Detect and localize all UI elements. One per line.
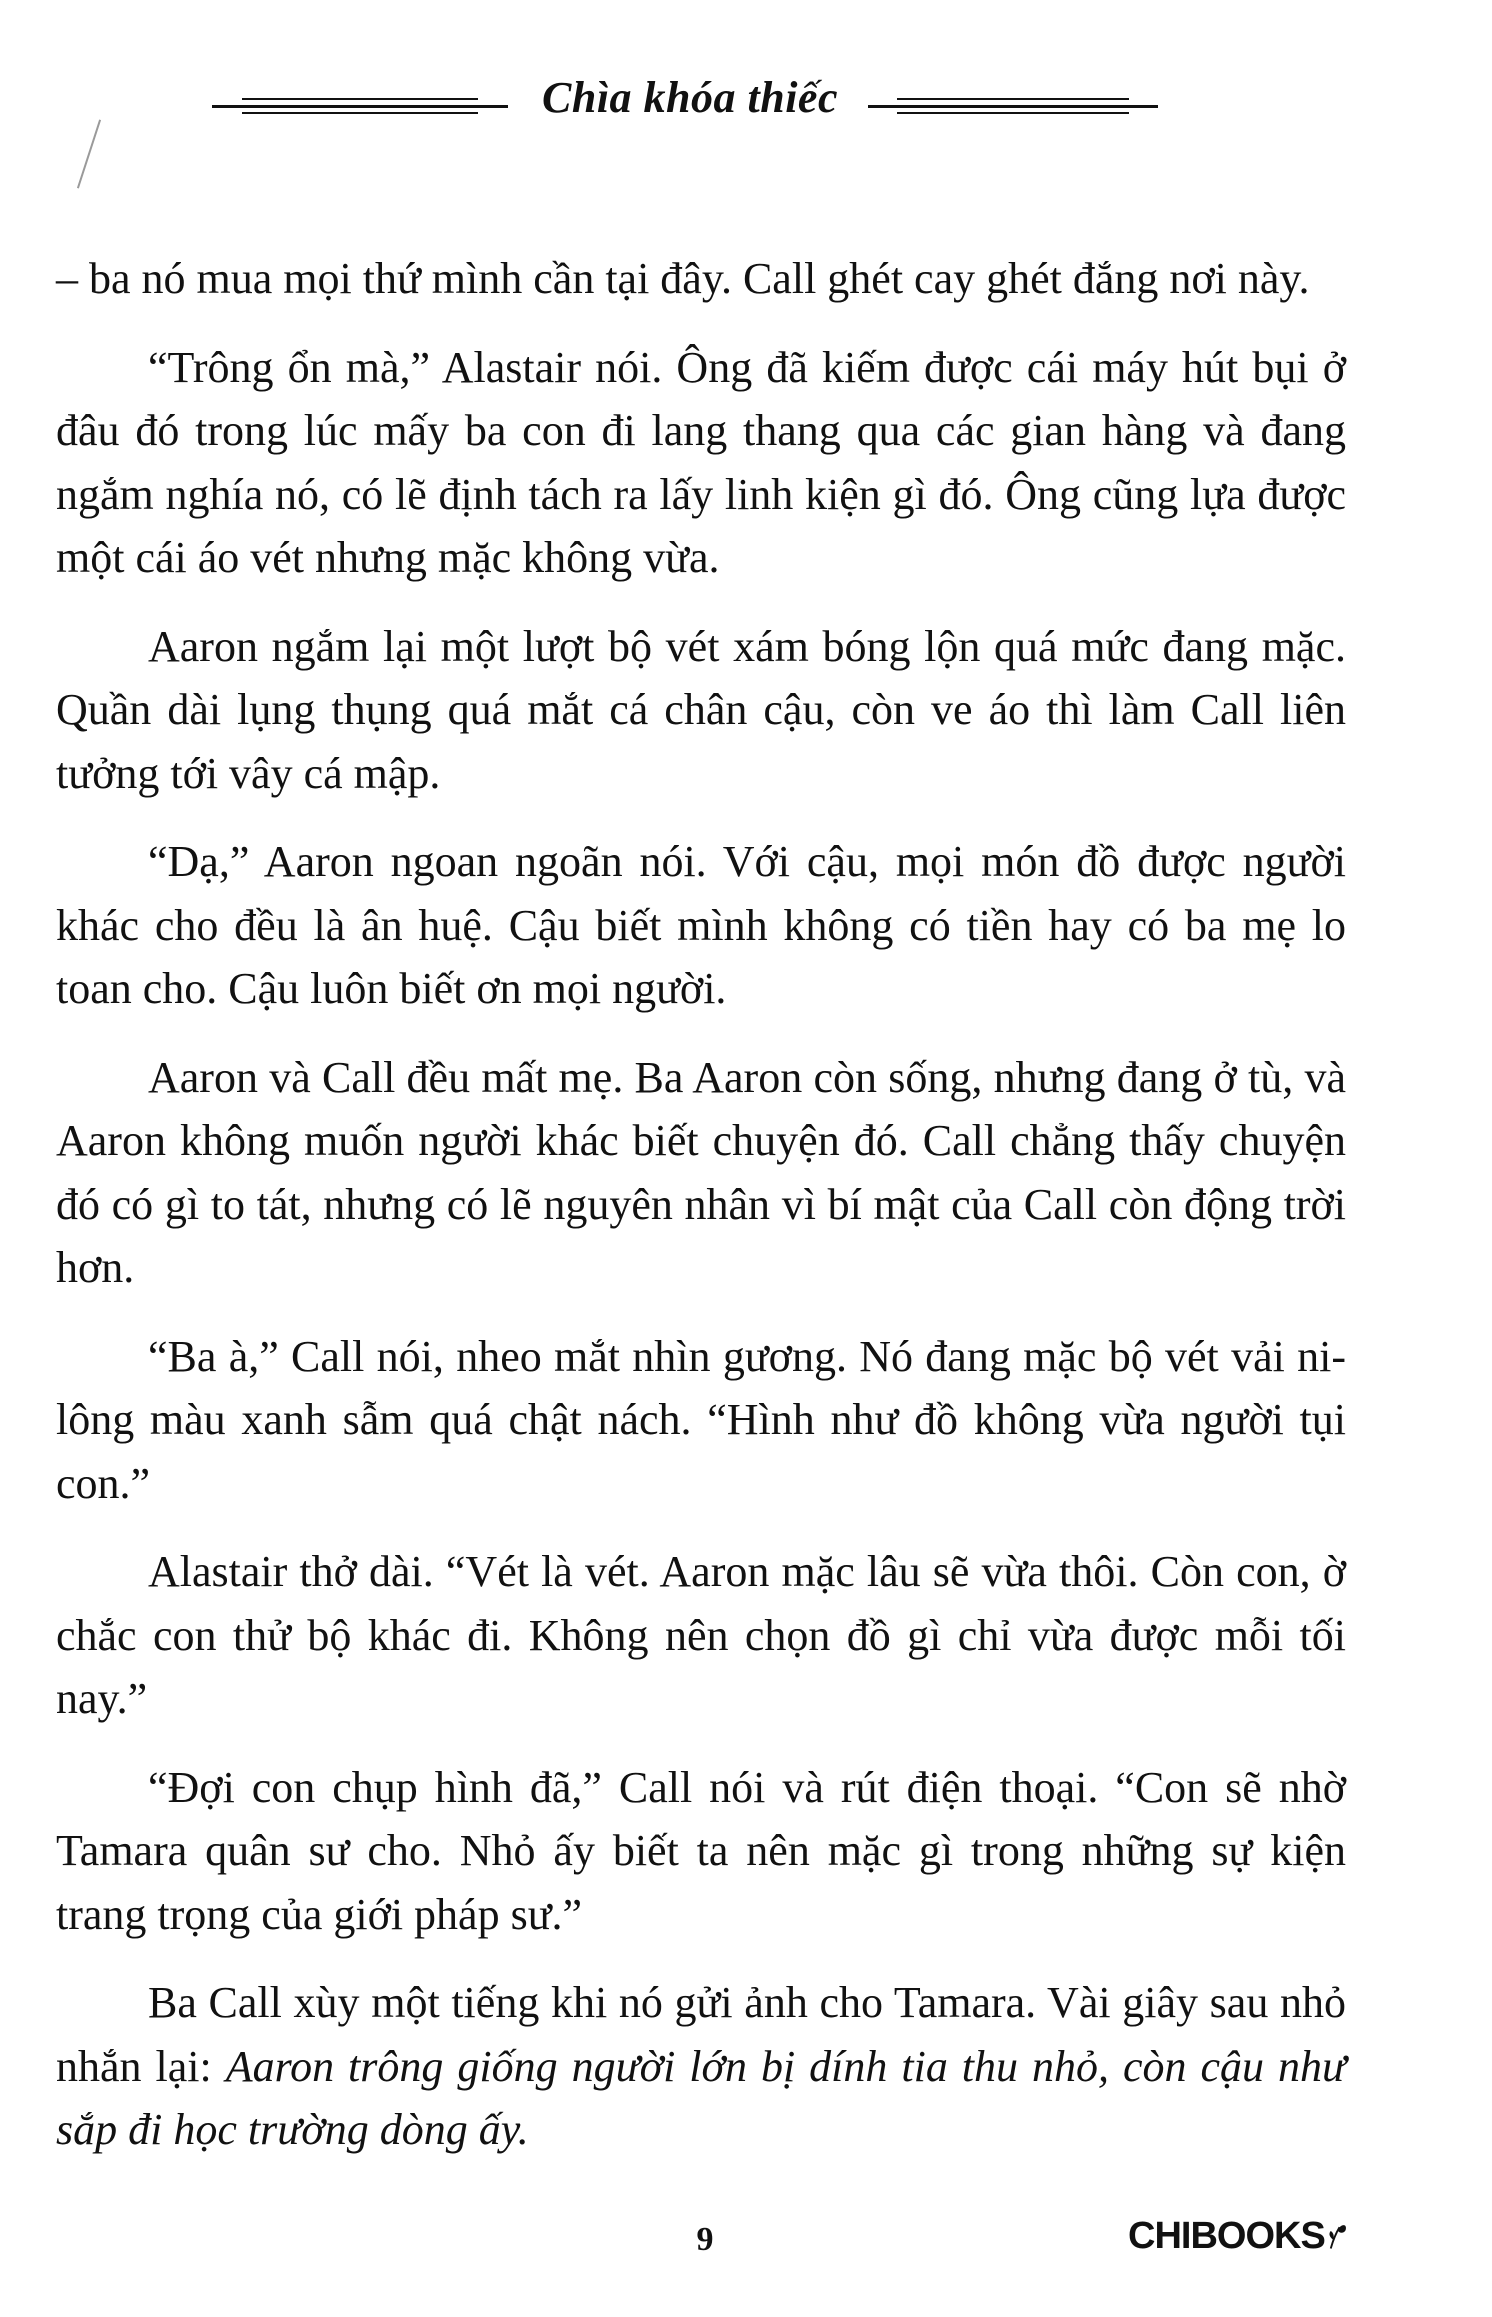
paragraph-8: “Đợi con chụp hình đã,” Call nói và rút điện thoại. “Con sẽ nhờ Tamara quân sư cho. Nhỏ ấy biết ta nên mặc gì trong những sự kiện trang trọng của giới pháp sư.”	[56, 1762, 1346, 1939]
paragraph-6: “Ba à,” Call nói, nheo mắt nhìn gương. Nó đang mặc bộ vét vải ni-lông màu xanh sẫm quá chật nách. “Hình như đồ không vừa người tụi con.”	[56, 1331, 1346, 1508]
paragraph-4: “Dạ,” Aaron ngoan ngoãn nói. Với cậu, mọi món đồ được người khác cho đều là ân huệ. Cậu biết mình không có tiền hay có ba mẹ lo toan cho. Cậu luôn biết ơn mọi người.	[56, 837, 1346, 1013]
paragraph-2: “Trông ổn mà,” Alastair nói. Ông đã kiếm được cái máy hút bụi ở đâu đó trong lúc mấy ba con đi lang thang qua các gian hàng và đang ngắm nghía nó, có lẽ định tách ra lấy linh kiện gì đó. Ông cũng lựa được một cái áo vét nhưng mặc không vừa.	[56, 342, 1346, 582]
paragraph-7: Alastair thở dài. “Vét là vét. Aaron mặc lâu sẽ vừa thôi. Còn con, ờ chắc con thử bộ khác đi. Không nên chọn đồ gì chỉ vừa được mỗi tối nay.”	[56, 1547, 1346, 1723]
scan-mark	[77, 119, 101, 188]
publisher-name: CHIBOOKS	[1128, 2214, 1325, 2257]
paragraph-9-text: Ba Call xùy một tiếng khi nó gửi ảnh cho Tamara. Vài giây sau nhỏ nhắn lại:	[56, 1978, 1346, 2091]
paragraph-9-italic: Aaron trông giống người lớn bị dính tia thu nhỏ, còn cậu như sắp đi học trường dòng ấy.	[56, 2041, 1347, 2154]
leaf-icon	[1327, 2212, 1348, 2260]
paragraph-5: Aaron và Call đều mất mẹ. Ba Aaron còn sống, nhưng đang ở tù, và Aaron không muốn người khác biết chuyện đó. Call chẳng thấy chuyện đó có gì to tát, nhưng có lẽ nguyên nhân vì bí mật của Call còn động trời hơn.	[56, 1052, 1346, 1292]
page-number: 9	[696, 2221, 714, 2258]
paragraph-9	[56, 1971, 1346, 2162]
paragraph-1: – ba nó mua mọi thứ mình cần tại đây. Call ghét cay ghét đắng nơi này.	[56, 254, 1310, 303]
publisher-logo	[1128, 2208, 1348, 2264]
body-text	[56, 247, 1346, 2187]
header-rule-right	[868, 105, 1158, 108]
paragraph-3: Aaron ngắm lại một lượt bộ vét xám bóng lộn quá mức đang mặc. Quần dài lụng thụng quá mắt cá chân cậu, còn ve áo thì làm Call liên tưởng tới vây cá mập.	[56, 621, 1346, 798]
running-title: Chìa khóa thiếc	[542, 73, 838, 122]
header-rule-left	[212, 105, 508, 108]
